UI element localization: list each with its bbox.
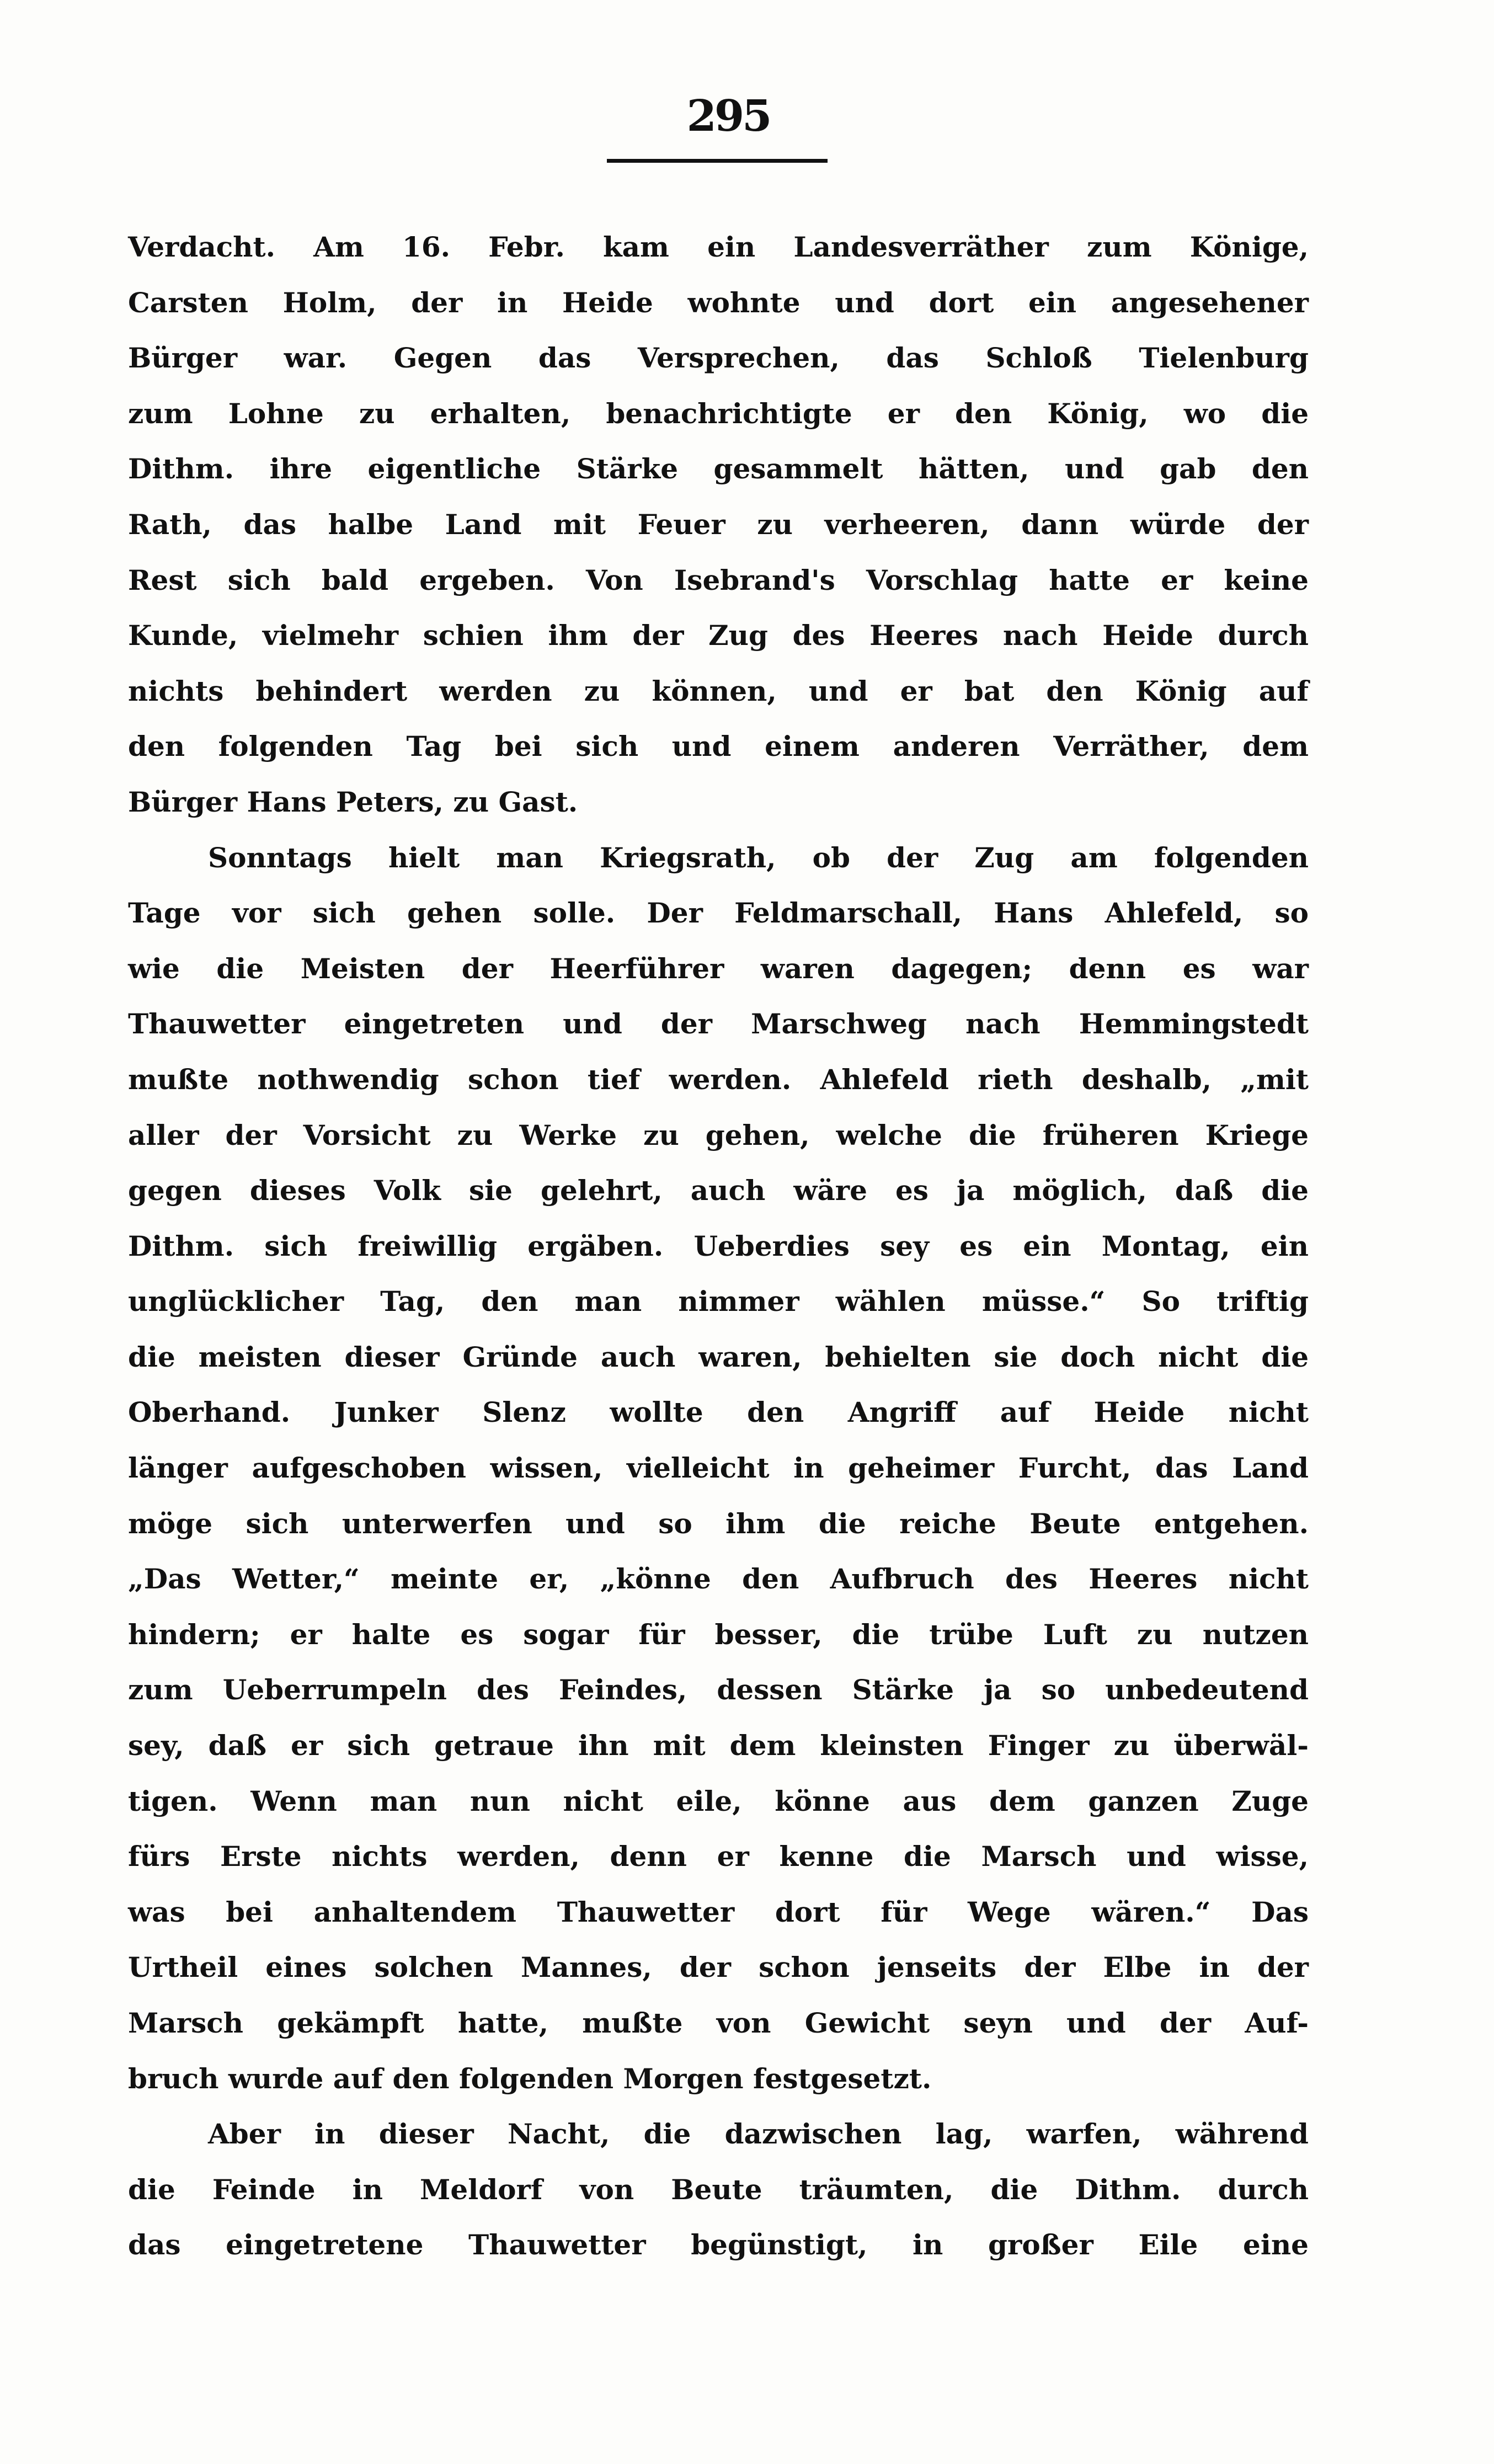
text-line: das eingetretene Thauwetter begünstigt, in großer Eile eine — [128, 2228, 1309, 2262]
text-line: Tage vor sich gehen solle. Der Feldmarschall, Hans Ahlefeld, so — [128, 897, 1309, 930]
text-line: die meisten dieser Gründe auch waren, behielten sie doch nicht die — [128, 1340, 1309, 1373]
text-line: Verdacht. Am 16. Febr. kam ein Landesverräther zum Könige, — [128, 231, 1309, 263]
text-line: tigen. Wenn man nun nicht eile, könne aus dem ganzen Zuge — [128, 1784, 1309, 1817]
text-line: „Das Wetter,“ meinte er, „könne den Aufbruch des Heeres nicht — [128, 1562, 1309, 1596]
text-line: Bürger Hans Peters, zu Gast. — [128, 785, 578, 818]
text-line: gegen dieses Volk sie gelehrt, auch wäre es ja möglich, daß die — [128, 1174, 1309, 1207]
text-line: Carsten Holm, der in Heide wohnte und dort ein angesehener — [128, 286, 1309, 319]
text-line: fürs Erste nichts werden, denn er kenne die Marsch und wisse, — [128, 1840, 1309, 1873]
body-text — [128, 220, 1309, 2273]
text-line: zum Ueberrumpeln des Feindes, dessen Stärke ja so unbedeutend — [128, 1673, 1309, 1706]
text-line: Thauwetter eingetreten und der Marschweg nach Hemmingstedt — [128, 1007, 1309, 1041]
text-line: möge sich unterwerfen und so ihm die reiche Beute entgehen. — [128, 1507, 1309, 1540]
text-line: Oberhand. Junker Slenz wollte den Angriff auf Heide nicht — [128, 1396, 1309, 1429]
text-line: unglücklicher Tag, den man nimmer wählen müsse.“ So triftig — [128, 1285, 1309, 1318]
text-line: die Feinde in Meldorf von Beute träumten, die Dithm. durch — [128, 2173, 1309, 2206]
header-rule — [607, 159, 828, 163]
text-line: den folgenden Tag bei sich und einem anderen Verräther, dem — [128, 730, 1309, 763]
text-line: Rath, das halbe Land mit Feuer zu verheeren, dann würde der — [128, 508, 1309, 541]
text-line: Sonntags hielt man Kriegsrath, ob der Zug am folgenden — [208, 841, 1309, 874]
text-line: Rest sich bald ergeben. Von Isebrand's Vorschlag hatte er keine — [128, 563, 1309, 596]
text-line: Kunde, vielmehr schien ihm der Zug des Heeres nach Heide durch — [128, 619, 1309, 652]
text-line: hindern; er halte es sogar für besser, die trübe Luft zu nutzen — [128, 1618, 1309, 1651]
text-line: zum Lohne zu erhalten, benachrichtigte er den König, wo die — [128, 397, 1309, 430]
text-line: länger aufgeschoben wissen, vielleicht in geheimer Furcht, das Land — [128, 1452, 1309, 1485]
text-line: Bürger war. Gegen das Versprechen, das Schloß Tielenburg — [128, 342, 1309, 375]
text-line: bruch wurde auf den folgenden Morgen festgesetzt. — [128, 2062, 932, 2095]
text-line: Aber in dieser Nacht, die dazwischen lag, warfen, während — [208, 2118, 1309, 2151]
text-line: Dithm. sich freiwillig ergäben. Ueberdies sey es ein Montag, ein — [128, 1229, 1309, 1262]
text-line: wie die Meisten der Heerführer waren dagegen; denn es war — [128, 952, 1309, 985]
text-line: was bei anhaltendem Thauwetter dort für Wege wären.“ Das — [128, 1895, 1309, 1928]
text-line: Urtheil eines solchen Mannes, der schon jenseits der Elbe in der — [128, 1951, 1309, 1984]
text-line: mußte nothwendig schon tief werden. Ahlefeld rieth deshalb, „mit — [128, 1063, 1309, 1096]
text-line: Dithm. ihre eigentliche Stärke gesammelt hätten, und gab den — [128, 452, 1309, 486]
text-line: aller der Vorsicht zu Werke zu gehen, welche die früheren Kriege — [128, 1118, 1309, 1151]
page-number: 295 — [686, 91, 770, 141]
text-line: sey, daß er sich getraue ihn mit dem kleinsten Finger zu überwäl- — [128, 1729, 1309, 1762]
text-line: Marsch gekämpft hatte, mußte von Gewicht seyn und der Auf- — [128, 2007, 1309, 2039]
text-line: nichts behindert werden zu können, und er bat den König auf — [128, 674, 1309, 707]
